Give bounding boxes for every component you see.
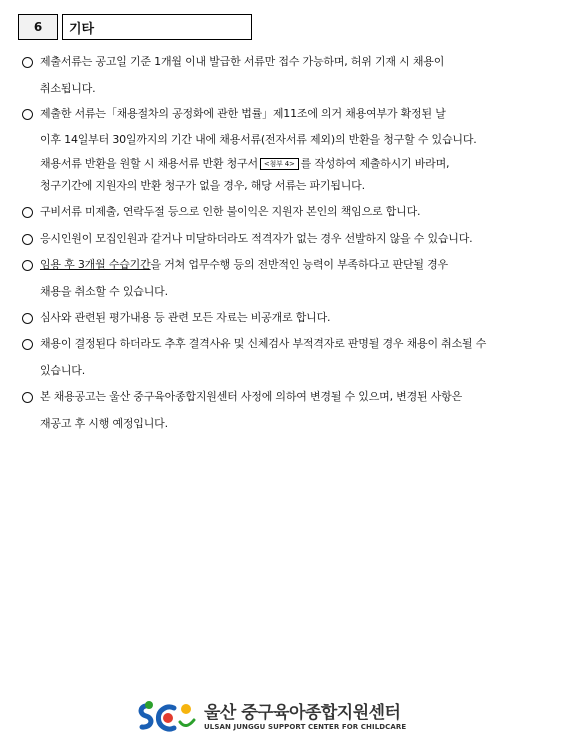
item-text: 제출서류는 공고일 기준 1개월 이내 발급한 서류만 접수 가능하며, 허위 기재 시 채용이 xyxy=(40,55,445,68)
circle-bullet-icon xyxy=(22,260,33,271)
circle-bullet-icon xyxy=(22,392,33,403)
org-name-korean: 울산 중구육아종합지원센터 xyxy=(204,702,401,723)
section-header xyxy=(18,14,252,40)
item-text: 응시인원이 모집인원과 같거나 미달하더라도 적격자가 없는 경우 선발하지 않을 수 있습니다. xyxy=(40,232,473,245)
item-text: 본 채용공고는 울산 중구육아종합지원센터 사정에 의하여 변경될 수 있으며, 변경된 사항은 xyxy=(40,390,463,403)
circle-bullet-icon xyxy=(22,57,33,68)
item-text: 임용 후 3개월 수습기간을 거쳐 업무수행 등의 전반적인 능력이 부족하다고 판단될 경우 xyxy=(40,258,448,271)
organization-name xyxy=(204,703,406,732)
circle-bullet-icon xyxy=(22,109,33,120)
center-logo-icon xyxy=(136,700,198,734)
footer xyxy=(136,700,406,734)
item-text: 채용이 결정된다 하더라도 추후 결격사유 및 신체검사 부적격자로 판명될 경우 채용이 취소될 수 xyxy=(40,337,487,350)
item-text: 재공고 후 시행 예정입니다. xyxy=(40,417,168,430)
item-text: 제출한 서류는「채용절차의 공정화에 관한 법률」제11조에 의거 채용여부가 확정된 날 xyxy=(40,107,446,120)
circle-bullet-icon xyxy=(22,234,33,245)
item-note: 채용서류 반환을 원할 시 채용서류 반환 청구서 <첨부 4> 를 작성하여 제출하시기 바라며, xyxy=(40,157,450,170)
item-note: 청구기간에 지원자의 반환 청구가 없을 경우, 해당 서류는 파기됩니다. xyxy=(40,179,365,192)
item-text: 취소됩니다. xyxy=(40,82,96,95)
item-text: 심사와 관련된 평가내용 등 관련 모든 자료는 비공개로 합니다. xyxy=(40,311,331,324)
org-name-english: ULSAN JUNGGU SUPPORT CENTER FOR CHILDCARE xyxy=(204,722,407,731)
section-title: 기타 xyxy=(62,14,252,40)
item-text: 구비서류 미제출, 연락두절 등으로 인한 불이익은 지원자 본인의 책임으로 합니다. xyxy=(40,205,421,218)
attachment-badge: <첨부 4> xyxy=(260,158,299,170)
circle-bullet-icon xyxy=(22,207,33,218)
circle-bullet-icon xyxy=(22,339,33,350)
section-number: 6 xyxy=(18,14,58,40)
item-text: 채용을 취소할 수 있습니다. xyxy=(40,285,168,298)
circle-bullet-icon xyxy=(22,313,33,324)
item-text: 이후 14일부터 30일까지의 기간 내에 채용서류(전자서류 제외)의 반환을 청구할 수 있습니다. xyxy=(40,133,477,146)
item-text: 있습니다. xyxy=(40,364,86,377)
